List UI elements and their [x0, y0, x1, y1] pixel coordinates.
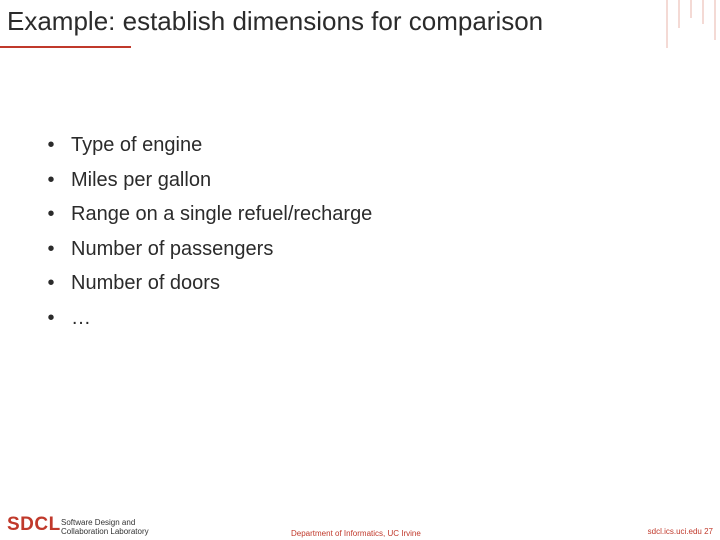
bullet-text: Type of engine — [71, 134, 203, 156]
bullet-marker: • — [47, 306, 55, 329]
bullet-text: Range on a single refuel/recharge — [71, 203, 373, 225]
bullet-text: … — [71, 306, 91, 329]
bullet-marker: • — [47, 203, 55, 225]
url-page-number: sdcl.ics.uci.edu 27 — [647, 527, 713, 536]
bullet-marker: • — [47, 272, 55, 294]
bullet-text: Number of passengers — [71, 237, 274, 260]
bullet-text: Number of doors — [71, 272, 220, 294]
lab-name — [61, 518, 149, 536]
title-underline — [0, 46, 131, 48]
bullet-text: Miles per gallon — [71, 168, 212, 191]
sdcl-logo: SDCL — [7, 514, 61, 535]
bullet-marker: • — [47, 168, 55, 191]
lab-name-line2: Collaboration Laboratory — [61, 527, 149, 536]
corner-decoration — [660, 0, 720, 50]
lab-name-line1: Software Design and — [61, 518, 136, 527]
bullet-marker: • — [47, 237, 55, 260]
slide-title: Example: establish dimensions for comparison — [7, 6, 544, 36]
department-label: Department of Informatics, UC Irvine — [291, 529, 421, 538]
bullet-marker: • — [47, 134, 55, 156]
